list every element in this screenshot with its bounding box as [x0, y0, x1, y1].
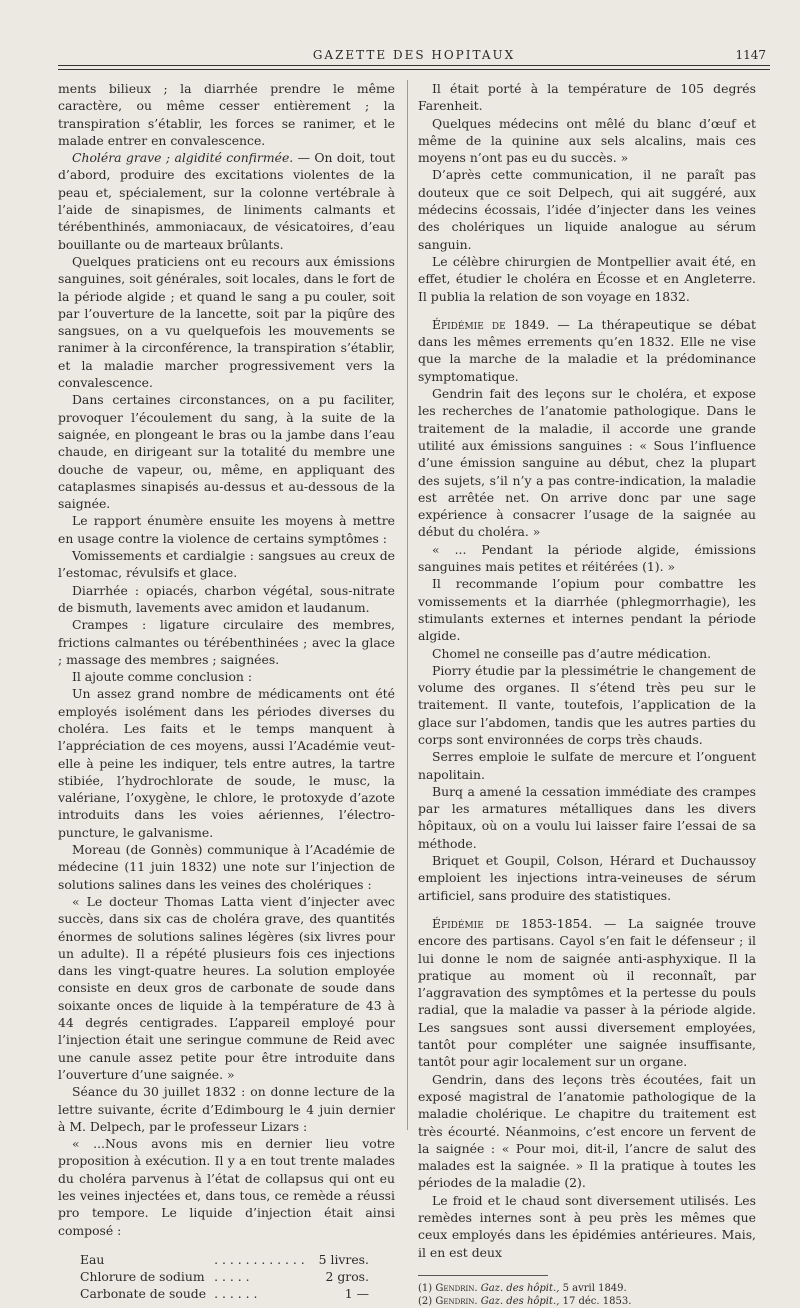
- paragraph: Piorry étudie par la plessimétrie le changement de volume des organes. Il s’étend très peu sur le traitement. Il vante, toutefois, l’application de la glace sur l’abdomen, tandis que les autres parties du corps sont environnées de corps très chauds.: [418, 662, 756, 747]
- paragraph: « ...Nous avons mis en dernier lieu votre proposition à exécution. Il y a en tout trente malades du choléra parvenus à l’état de collapsus qui ont eu les veines injectées et, dans tous, ce remède a réussi pro tempore. Le liquide d’injection était ainsi composé :: [58, 1136, 395, 1238]
- header-rule: [58, 65, 770, 66]
- footnote-number: (1): [418, 1282, 433, 1294]
- paragraph: D’après cette communication, il ne paraît pas douteux que ce soit Delpech, qui ait suggéré, aux médecins écossais, l’idée d’injecter dans les veines des cholériques un liquide analogue au sérum sanguin.: [418, 167, 756, 252]
- recipe-ingredient: Chlorure de sodium: [80, 1268, 205, 1284]
- paragraph-epidemie-1853: [418, 915, 756, 1071]
- recipe-row: [76, 1268, 373, 1285]
- paragraph-cholera-grave: [58, 149, 395, 253]
- footnote-number: (2): [418, 1295, 433, 1307]
- section-label: Choléra grave ; algidité confirmée.: [72, 150, 294, 166]
- paragraph: Crampes : ligature circulaire des membres, frictions calmantes ou térébenthinées ; avec la glace ; massage des membres ; saignées.: [58, 617, 395, 667]
- recipe-ingredient: Carbonate de soude: [80, 1285, 207, 1301]
- section-text: — La thérapeutique se débat dans les mêmes errements qu’en 1832. Elle ne vise que la marche de la maladie et la prédominance symptomatique.: [418, 316, 756, 384]
- paragraph: Moreau (de Gonnès) communique à l’Académie de médecine (11 juin 1832) une note sur l’injection de solutions salines dans les veines des cholériques :: [58, 842, 395, 892]
- recipe-dots: . . . . . .: [214, 1285, 258, 1301]
- footnote-source: Gaz. des hôpit.,: [480, 1282, 560, 1294]
- header-rule-second: [58, 69, 770, 70]
- paragraph: Séance du 30 juillet 1832 : on donne lecture de la lettre suivante, écrite d’Edimbourg le 4 juin dernier à M. Delpech, par le professeur Lizars :: [58, 1084, 395, 1134]
- right-column: [418, 80, 756, 1308]
- paragraph: Le rapport énumère ensuite les moyens à mettre en usage contre la violence de certains symptômes :: [58, 513, 395, 546]
- paragraph: « ... Pendant la période algide, émissions sanguines mais petites et réitérées (1). »: [418, 541, 756, 575]
- recipe-dots: . . . . . . . . . . . .: [214, 1251, 305, 1267]
- footnote-date: 17 déc. 1853.: [562, 1295, 632, 1307]
- paragraph: Quelques praticiens ont eu recours aux émissions sanguines, soit générales, soit locales, dans le fort de la période algide ; et quand le sang a pu couler, soit par l’ouverture de la lancette, soit par la piqûre des sangsues, on a vu quelquefois les mouvements se ranimer à la circonférence, la transpiration s’établir, et la maladie marcher progressivement vers la convalescence.: [58, 253, 395, 391]
- recipe-quantity: 5 livres.: [318, 1251, 369, 1267]
- paragraph-epidemie-1849: [418, 316, 756, 385]
- footnote: [418, 1295, 756, 1308]
- paragraph: Il recommande l’opium pour combattre les vomissements et la diarrhée (phlegmorrhagie), les stimulants externes et internes pendant la période algide.: [418, 576, 756, 644]
- paragraph: ments bilieux ; la diarrhée prendre le même caractère, ou même cesser entièrement ; la transpiration s’établir, les forces se ranimer, et le malade entrer en convalescence.: [58, 81, 395, 148]
- recipe-quantity: 1 —: [344, 1285, 369, 1301]
- paragraph: Le célèbre chirurgien de Montpellier avait été, en effet, étudier le choléra en Écosse et en Angleterre. Il publia la relation de son voyage en 1832.: [418, 253, 756, 304]
- recipe-table: [76, 1251, 373, 1302]
- paragraph: Il ajoute comme conclusion :: [72, 669, 253, 685]
- paragraph: Vomissements et cardialgie : sangsues au creux de l’estomac, révulsifs et glace.: [58, 548, 395, 581]
- left-column: [58, 80, 395, 1302]
- paragraph: Gendrin fait des leçons sur le choléra, et expose les recherches de l’anatomie pathologique. Dans le traitement de la maladie, il accorde une grande utilité aux émissions sanguines : « Sous l’influence d’une émission sanguine au début, chez la plupart des sujets, s’il n’y a pas contre-indication, la maladie est arrêtée net. On arrive donc par une sage expérience à consacrer l’usage de la saignée au début du choléra. »: [418, 386, 756, 540]
- paragraph: « Le docteur Thomas Latta vient d’injecter avec succès, dans six cas de choléra grave, des quantités énormes de solutions salines légères (six livres pour un adulte). Il a répété plusieurs fois ces injections dans les vingt-quatre heures. La solution employée consiste en deux gros de carbonate de soude dans soixante onces de liquide à la température de 43 à 44 degrés centigrades. L’appareil employé pour l’injection était une seringue commune de Reid avec une canule assez petite pour être introduite dans l’ouverture d’une saignée. »: [58, 893, 395, 1082]
- column-divider: [407, 80, 408, 1130]
- section-text: — On doit, tout d’abord, produire des excitations violentes de la peau et, spécialement, sur la colonne vertébrale à l’aide de sinapismes, de liniments calmants et térébenthinés, ammoniacaux, de vésicatoires, d’eau bouillante ou de marteaux brûlants.: [58, 150, 395, 252]
- recipe-row: [76, 1251, 373, 1268]
- paragraph: Burq a amené la cessation immédiate des crampes par les armatures métalliques dans les divers hôpitaux, où on a voulu lui laisser faire l’essai de sa méthode.: [418, 783, 756, 851]
- recipe-dots: . . . . .: [214, 1268, 250, 1284]
- paragraph: Gendrin, dans des leçons très écoutées, fait un exposé magistral de l’anatomie pathologique de la maladie cholérique. Le chapitre du traitement est très écourté. Néanmoins, c’est encore un fervent de la saignée : « Pour moi, dit-il, l’ancre de salut des malades est la saignée. » Il la pratique à toutes les périodes de la maladie (2).: [418, 1071, 756, 1191]
- footnote-source: Gaz. des hôpit.,: [480, 1295, 560, 1307]
- recipe-row: [76, 1285, 373, 1302]
- section-text: — La saignée trouve encore des partisans. Cayol s’en fait le défenseur ; il lui donne le nom de saignée anti-asphyxique. Il la pratique au moment où il reconnaît, par l’aggravation des symptômes et la pertesse du pouls radial, que la maladie va passer à la période algide. Les sangsues sont aussi diversement employées, tantôt pour compléter une saignée insuffisante, tantôt pour agir localement sur un organe.: [418, 915, 756, 1070]
- recipe-quantity: 2 gros.: [325, 1268, 369, 1284]
- section-label: Épidémie de 1853-1854.: [432, 915, 593, 931]
- paragraph: Dans certaines circonstances, on a pu faciliter, provoquer l’écoulement du sang, à la suite de la saignée, en plongeant le bras ou la jambe dans l’eau chaude, en dirigeant sur la totalité du membre une douche de vapeur, ou, même, en appliquant des cataplasmes sinapisés au-dessus et au-dessous de la saignée.: [58, 392, 395, 512]
- recipe-ingredient: Eau: [80, 1251, 105, 1267]
- section-label: Épidémie de 1849.: [432, 316, 550, 332]
- paragraph: Chomel ne conseille pas d’autre médication.: [432, 645, 712, 661]
- page-header: [58, 44, 770, 66]
- page-number: 1147: [735, 48, 766, 62]
- footnote-rule: [418, 1275, 548, 1276]
- paragraph: Un assez grand nombre de médicaments ont été employés isolément dans les périodes diverses du choléra. Les faits et le temps manquent à l’appréciation de ces moyens, aussi l’Académie veut-elle à peine les indiquer, tels entre autres, la tartre stibiée, l’hydrochlorate de soude, le musc, la valériane, l’oxygène, le chlore, le protoxyde d’azote introduits dans les voies aériennes, l’électro-puncture, le galvanisme.: [58, 686, 395, 840]
- paragraph: Quelques médecins ont mêlé du blanc d’œuf et même de la quinine aux sels alcalins, mais ces moyens n’ont pas eu du succès. »: [418, 115, 756, 166]
- page-title: GAZETTE DES HOPITAUX: [312, 48, 516, 62]
- paragraph: Il était porté à la température de 105 degrés Farenheit.: [418, 81, 756, 114]
- paragraph: Le froid et le chaud sont diversement utilisés. Les remèdes internes sont à peu près les mêmes que ceux employés dans les épidémies antérieures. Mais, il en est deux: [418, 1192, 756, 1260]
- paragraph: Diarrhée : opiacés, charbon végétal, sous-nitrate de bismuth, lavements avec amidon et laudanum.: [58, 582, 395, 615]
- paragraph: Briquet et Goupil, Colson, Hérard et Duchaussoy emploient les injections intra-veineuses de sérum artificiel, sans produire des statistiques.: [418, 853, 756, 903]
- footnote-date: 5 avril 1849.: [562, 1282, 627, 1294]
- paragraph: Serres emploie le sulfate de mercure et l’onguent napolitain.: [418, 749, 756, 782]
- footnote-author: Gendrin.: [435, 1282, 478, 1294]
- footnote: [418, 1282, 756, 1295]
- footnote-author: Gendrin.: [435, 1295, 478, 1307]
